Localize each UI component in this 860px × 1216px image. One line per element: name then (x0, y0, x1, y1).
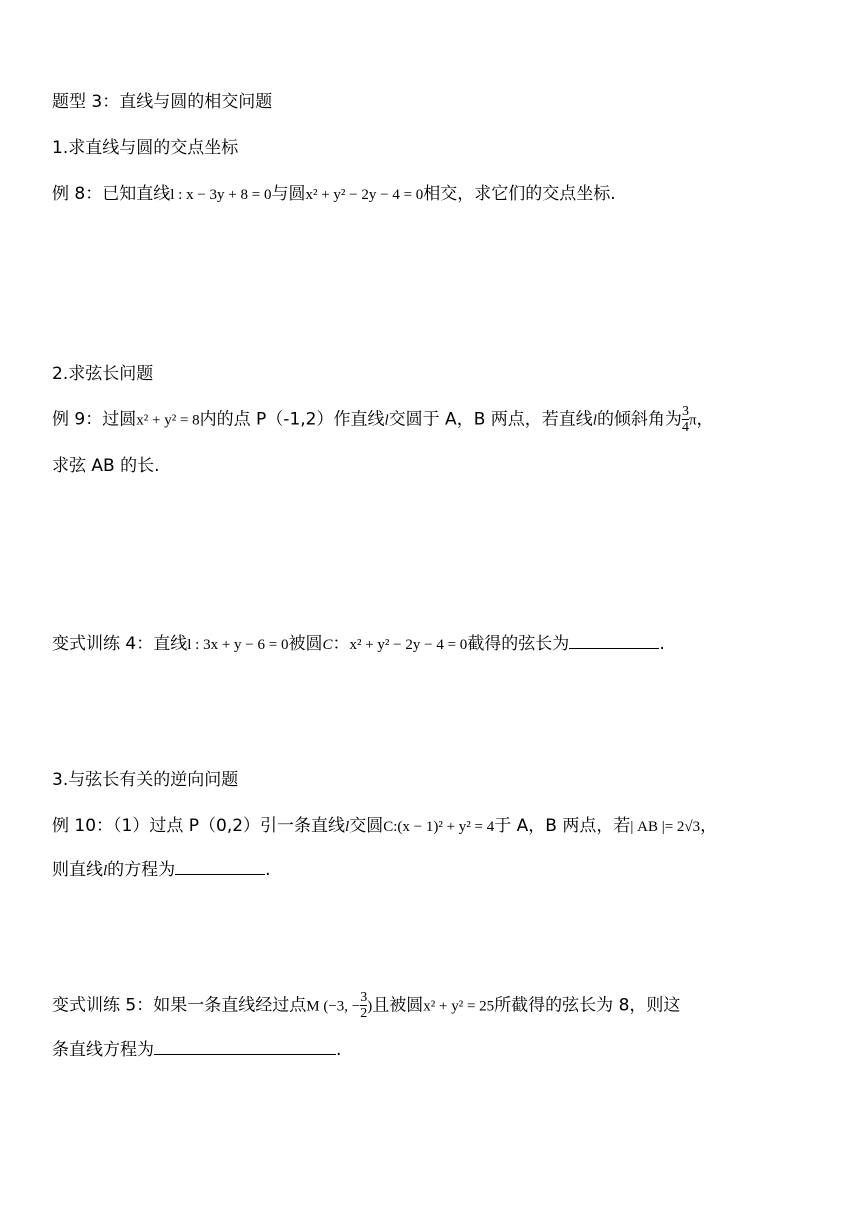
ex10-l1: l (345, 819, 350, 835)
ex9-mid2: 交圆于 A，B 两点，若直线 (388, 409, 593, 430)
var4-circle-name: C (322, 637, 333, 653)
example-10-line2 (52, 858, 271, 883)
ex9-frac-den: 4 (681, 420, 689, 435)
ex9-frac-num: 3 (681, 404, 689, 419)
heading-intersection-points: 1.求直线与圆的交点坐标 (52, 138, 239, 158)
example-9-line1 (52, 404, 714, 435)
example-10-line1 (52, 814, 717, 839)
ex9-l2: l (592, 412, 597, 429)
variation-4 (52, 632, 665, 657)
ex10-line2-prefix: 则直线 (52, 860, 103, 880)
var4-line-equation: l : 3x + y − 6 = 0 (187, 637, 289, 653)
var4-circle-equation: x² + y² − 2y − 4 = 0 (349, 637, 468, 653)
example-8 (52, 182, 616, 207)
var5-mid1: 且被圆 (372, 995, 424, 1016)
var5-answer-blank[interactable] (154, 1038, 336, 1055)
ex9-l1: l (384, 412, 389, 429)
ex9-mid1: 内的点 P（-1,2）作直线 (199, 409, 385, 430)
section-title: 题型 3：直线与圆的相交问题 (52, 92, 273, 112)
var4-answer-blank[interactable] (569, 632, 659, 649)
variation-5-line1 (52, 990, 680, 1021)
heading-inverse-chord: 3.与弦长有关的逆向问题 (52, 770, 239, 790)
ex10-ab-length: | AB |= 2√3 (630, 819, 701, 835)
ex10-end: ， (700, 816, 718, 836)
ex10-circle-equation: C:(x − 1)² + y² = 4 (383, 819, 495, 835)
ex10-mid1: 交圆 (349, 816, 384, 836)
ex8-suffix: 相交，求它们的交点坐标. (423, 184, 616, 204)
ex10-mid2: 于 A，B 两点，若 (494, 816, 631, 836)
var5-line2-prefix: 条直线方程为 (52, 1040, 154, 1060)
ex9-mid3: 的倾斜角为 (596, 409, 682, 430)
var4-colon: ： (332, 634, 350, 654)
var5-point-post: ) (367, 998, 373, 1015)
example-9-line2: 求弦 AB 的长. (52, 456, 160, 476)
ex10-line2-mid: 的方程为 (107, 860, 176, 880)
var5-prefix: 变式训练 5：如果一条直线经过点 (52, 995, 307, 1016)
heading-chord-length: 2.求弦长问题 (52, 364, 154, 384)
var4-mid: 被圆 (288, 634, 323, 654)
ex8-line-equation: l : x − 3y + 8 = 0 (170, 187, 272, 203)
var5-mid2: 所截得的弦长为 8，则这 (494, 995, 681, 1016)
ex9-end: ， (696, 409, 714, 430)
ex8-prefix: 例 8：已知直线 (52, 184, 171, 204)
var5-circle-equation: x² + y² = 25 (423, 998, 495, 1015)
ex9-circle-equation: x² + y² = 8 (136, 412, 200, 429)
var5-frac-den: 2 (360, 1006, 368, 1021)
var5-line2-end: . (336, 1040, 342, 1060)
var4-prefix: 变式训练 4：直线 (52, 634, 188, 654)
ex8-circle-equation: x² + y² − 2y − 4 = 0 (305, 187, 424, 203)
ex10-answer-blank[interactable] (175, 858, 265, 875)
var5-frac-num: 3 (360, 990, 368, 1005)
ex9-fraction (682, 404, 689, 435)
variation-5-line2 (52, 1038, 341, 1062)
ex10-l2: l (103, 863, 108, 879)
var4-suffix: 截得的弦长为 (467, 634, 570, 654)
ex10-line2-end: . (265, 860, 271, 880)
ex10-prefix: 例 10：（1）过点 P（0,2）引一条直线 (52, 816, 346, 836)
ex9-prefix: 例 9：过圆 (52, 409, 137, 430)
var4-end: . (659, 634, 665, 654)
ex8-mid: 与圆 (271, 184, 306, 204)
ex9-pi: π (688, 412, 697, 429)
var5-point-pre: M (−3, − (306, 998, 361, 1015)
